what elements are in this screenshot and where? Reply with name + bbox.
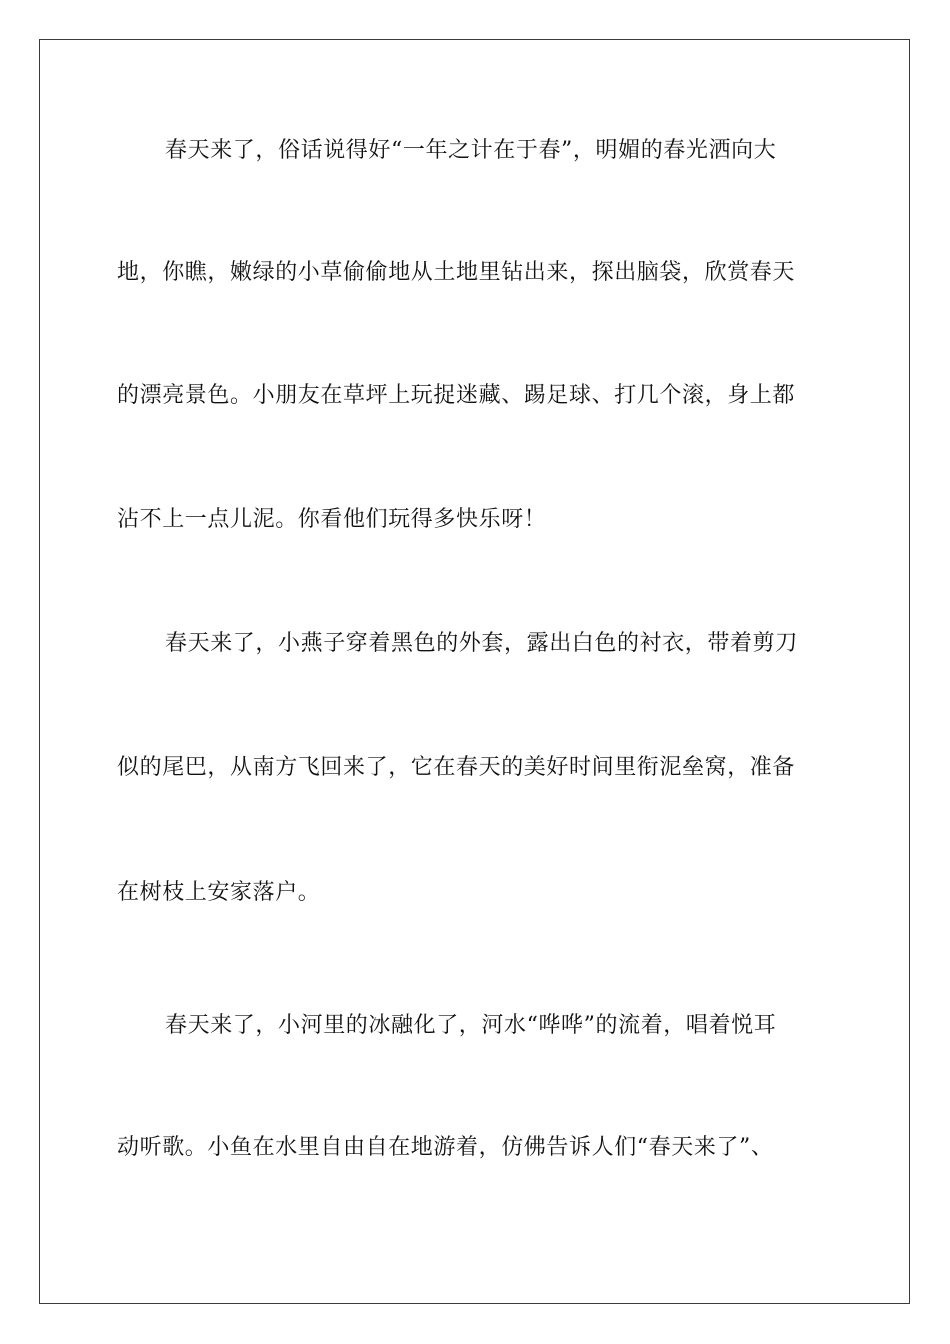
page-border: [39, 39, 910, 1304]
paragraph-2-line-2: 似的尾巴，从南方飞回来了，它在春天的美好时间里衔泥垒窝，准备: [117, 755, 796, 780]
paragraph-1-line-4: 沾不上一点儿泥。你看他们玩得多快乐呀！: [117, 507, 547, 532]
paragraph-2-line-1: 春天来了，小燕子穿着黑色的外套，露出白色的衬衣，带着剪刀: [165, 631, 798, 656]
paragraph-3-line-1: 春天来了，小河里的冰融化了，河水“哗哗”的流着，唱着悦耳: [165, 1013, 777, 1038]
paragraph-1-line-3: 的漂亮景色。小朋友在草坪上玩捉迷藏、踢足球、打几个滚，身上都: [117, 383, 796, 408]
paragraph-3-line-2: 动听歌。小鱼在水里自由自在地游着，仿佛告诉人们“春天来了”、: [117, 1135, 774, 1160]
paragraph-2-line-3: 在树枝上安家落户。: [117, 880, 321, 905]
paragraph-1-line-1: 春天来了，俗话说得好“一年之计在于春”，明媚的春光洒向大: [165, 138, 777, 163]
paragraph-1-line-2: 地，你瞧，嫩绿的小草偷偷地从土地里钻出来，探出脑袋，欣赏春天: [117, 260, 796, 285]
